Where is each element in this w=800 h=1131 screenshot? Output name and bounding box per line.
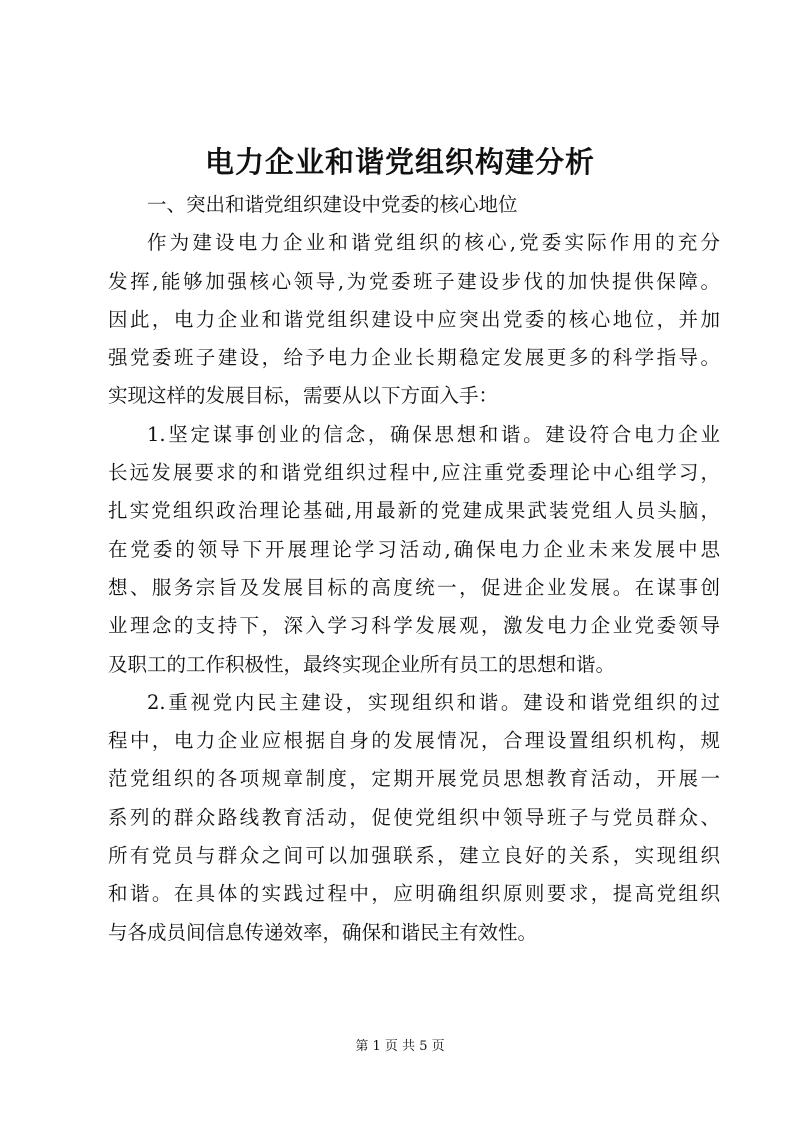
paragraph-line: 作为建设电力企业和谐党组织的核心,党委实际作用的充分 bbox=[147, 231, 720, 255]
paragraph-line: 长远发展要求的和谐党组织过程中,应注重党委理论中心组学习， bbox=[108, 461, 720, 485]
section-heading: 一、突出和谐党组织建设中党委的核心地位 bbox=[147, 193, 518, 216]
paragraph-line: 和谐。在具体的实践过程中，应明确组织原则要求，提高党组织 bbox=[108, 882, 720, 906]
paragraph-2 bbox=[108, 416, 720, 684]
paragraph-line: 所有党员与群众之间可以加强联系，建立良好的关系，实现组织 bbox=[108, 844, 720, 868]
document-title: 电力企业和谐党组织构建分析 bbox=[204, 145, 595, 179]
paragraph-3 bbox=[108, 684, 720, 952]
document-body bbox=[108, 186, 720, 952]
paragraph-1 bbox=[108, 224, 720, 415]
paragraph-line: 1.坚定谋事创业的信念，确保思想和谐。建设符合电力企业 bbox=[147, 422, 720, 446]
paragraph-line: 想、服务宗旨及发展目标的高度统一，促进企业发展。在谋事创 bbox=[108, 575, 720, 599]
paragraph-line: 扎实党组织政治理论基础,用最新的党建成果武装党组人员头脑， bbox=[108, 499, 720, 523]
paragraph-line: 强党委班子建设，给予电力企业长期稳定发展更多的科学指导。 bbox=[108, 346, 720, 370]
paragraph-line: 及职工的工作积极性，最终实现企业所有员工的思想和谐。 bbox=[108, 652, 616, 676]
paragraph-line: 发挥,能够加强核心领导,为党委班子建设步伐的加快提供保障。 bbox=[108, 269, 720, 293]
paragraph-line: 与各成员间信息传递效率，确保和谐民主有效性。 bbox=[108, 920, 538, 944]
paragraph-line: 实现这样的发展目标，需要从以下方面入手： bbox=[108, 384, 499, 408]
paragraph-line: 范党组织的各项规章制度，定期开展党员思想教育活动，开展一 bbox=[108, 767, 720, 791]
paragraph-line: 2.重视党内民主建设，实现组织和谐。建设和谐党组织的过 bbox=[147, 690, 720, 714]
paragraph-line: 在党委的领导下开展理论学习活动,确保电力企业未来发展中思 bbox=[108, 537, 720, 561]
paragraph-line: 因此，电力企业和谐党组织建设中应突出党委的核心地位，并加 bbox=[108, 307, 720, 331]
paragraph-line: 系列的群众路线教育活动，促使党组织中领导班子与党员群众、 bbox=[108, 805, 720, 829]
page-footer: 第 1 页 共 5 页 bbox=[355, 1039, 445, 1054]
paragraph-line: 程中，电力企业应根据自身的发展情况，合理设置组织机构，规 bbox=[108, 729, 720, 753]
paragraph-line: 业理念的支持下，深入学习科学发展观，激发电力企业党委领导 bbox=[108, 614, 720, 638]
